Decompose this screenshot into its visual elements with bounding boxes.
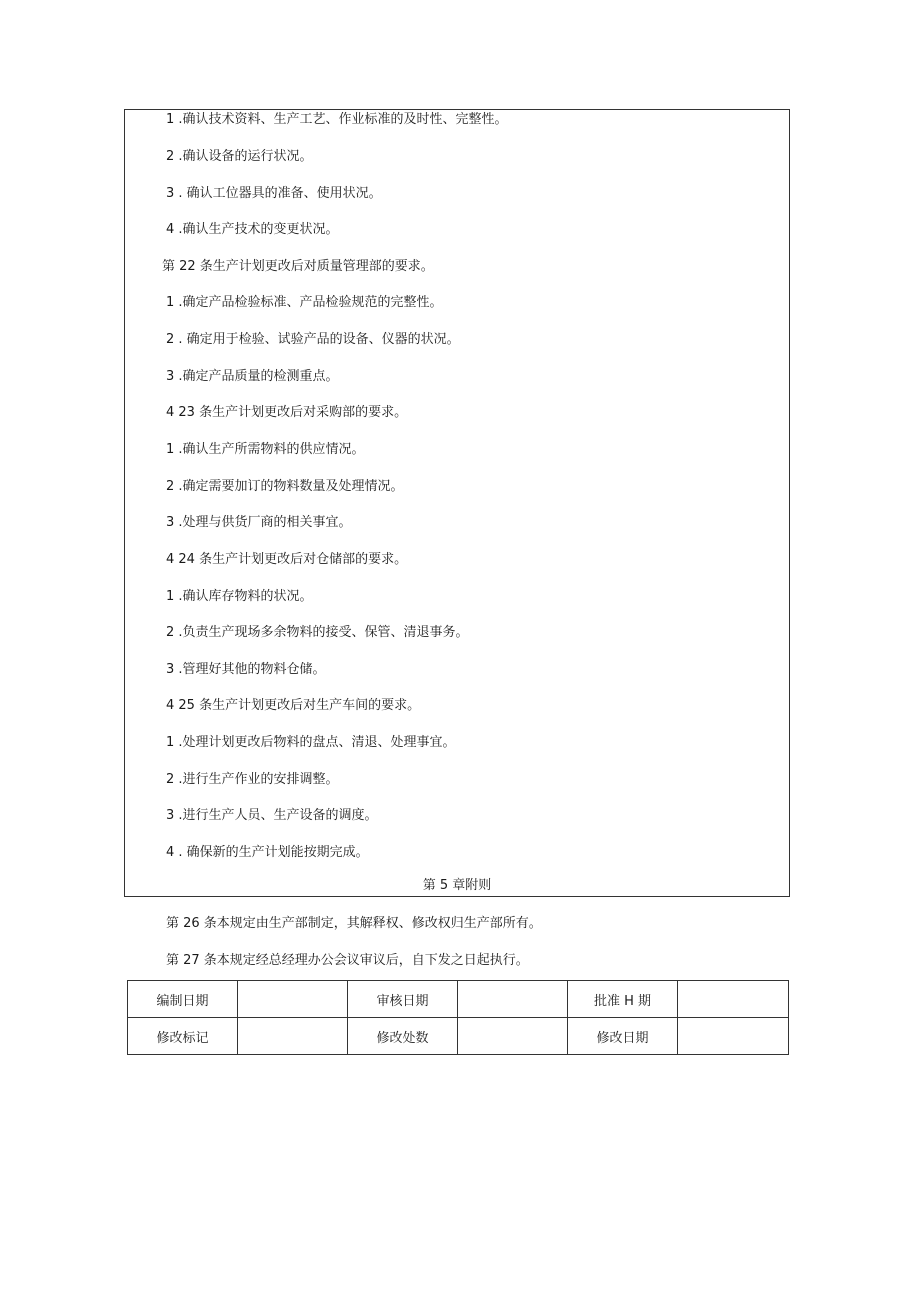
list-item: 1 .确定产品检验标准、产品检验规范的完整性。 (166, 295, 443, 310)
article-27: 第 27 条本规定经总经理办公会议审议后，自下发之日起执行。 (166, 953, 529, 968)
list-item: 1 .确认库存物料的状况。 (166, 589, 313, 604)
compile-date-label: 编制日期 (128, 981, 238, 1018)
revision-count-value[interactable] (458, 1018, 568, 1055)
review-date-value[interactable] (458, 981, 568, 1018)
review-date-label: 审核日期 (348, 981, 458, 1018)
list-item: 1 .处理计划更改后物料的盘点、清退、处理事宜。 (166, 735, 456, 750)
list-item: 2 .确认设备的运行状况。 (166, 149, 313, 164)
compile-date-value[interactable] (238, 981, 348, 1018)
revision-date-label: 修改日期 (568, 1018, 678, 1055)
article-26: 第 26 条本规定由生产部制定，其解释权、修改权归生产部所有。 (166, 916, 542, 931)
list-item: 4 25 条生产计划更改后对生产车间的要求。 (166, 698, 421, 713)
revision-mark-value[interactable] (238, 1018, 348, 1055)
approve-date-value[interactable] (678, 981, 789, 1018)
revision-date-value[interactable] (678, 1018, 789, 1055)
list-item: 2 . 确定用于检验、试验产品的设备、仪器的状况。 (166, 332, 460, 347)
list-item: 4 . 确保新的生产计划能按期完成。 (166, 845, 369, 860)
chapter-title: 第 5 章附则 (422, 878, 492, 893)
list-item: 2 .负责生产现场多余物料的接受、保管、清退事务。 (166, 625, 469, 640)
revision-count-label: 修改处数 (348, 1018, 458, 1055)
table-row (128, 1018, 789, 1055)
list-item: 3 .处理与供货厂商的相关事宜。 (166, 515, 352, 530)
list-item: 4 .确认生产技术的变更状况。 (166, 222, 339, 237)
list-item: 1 .确认技术资料、生产工艺、作业标准的及时性、完整性。 (166, 112, 508, 127)
list-item: 3 .管理好其他的物料仓储。 (166, 662, 326, 677)
list-item: 3 . 确认工位器具的准备、使用状况。 (166, 186, 382, 201)
list-item: 1 .确认生产所需物料的供应情况。 (166, 442, 365, 457)
list-item: 4 24 条生产计划更改后对仓储部的要求。 (166, 552, 408, 567)
list-item: 3 .确定产品质量的检测重点。 (166, 369, 339, 384)
list-item: 4 23 条生产计划更改后对采购部的要求。 (166, 405, 408, 420)
list-item: 2 .进行生产作业的安排调整。 (166, 772, 339, 787)
list-item: 3 .进行生产人员、生产设备的调度。 (166, 808, 378, 823)
revision-mark-label: 修改标记 (128, 1018, 238, 1055)
list-item: 2 .确定需要加订的物料数量及处理情况。 (166, 479, 404, 494)
list-item: 第 22 条生产计划更改后对质量管理部的要求。 (162, 259, 434, 274)
table-row (128, 981, 789, 1018)
approve-date-label: 批准 H 期 (568, 981, 678, 1018)
approval-table (127, 980, 789, 1055)
